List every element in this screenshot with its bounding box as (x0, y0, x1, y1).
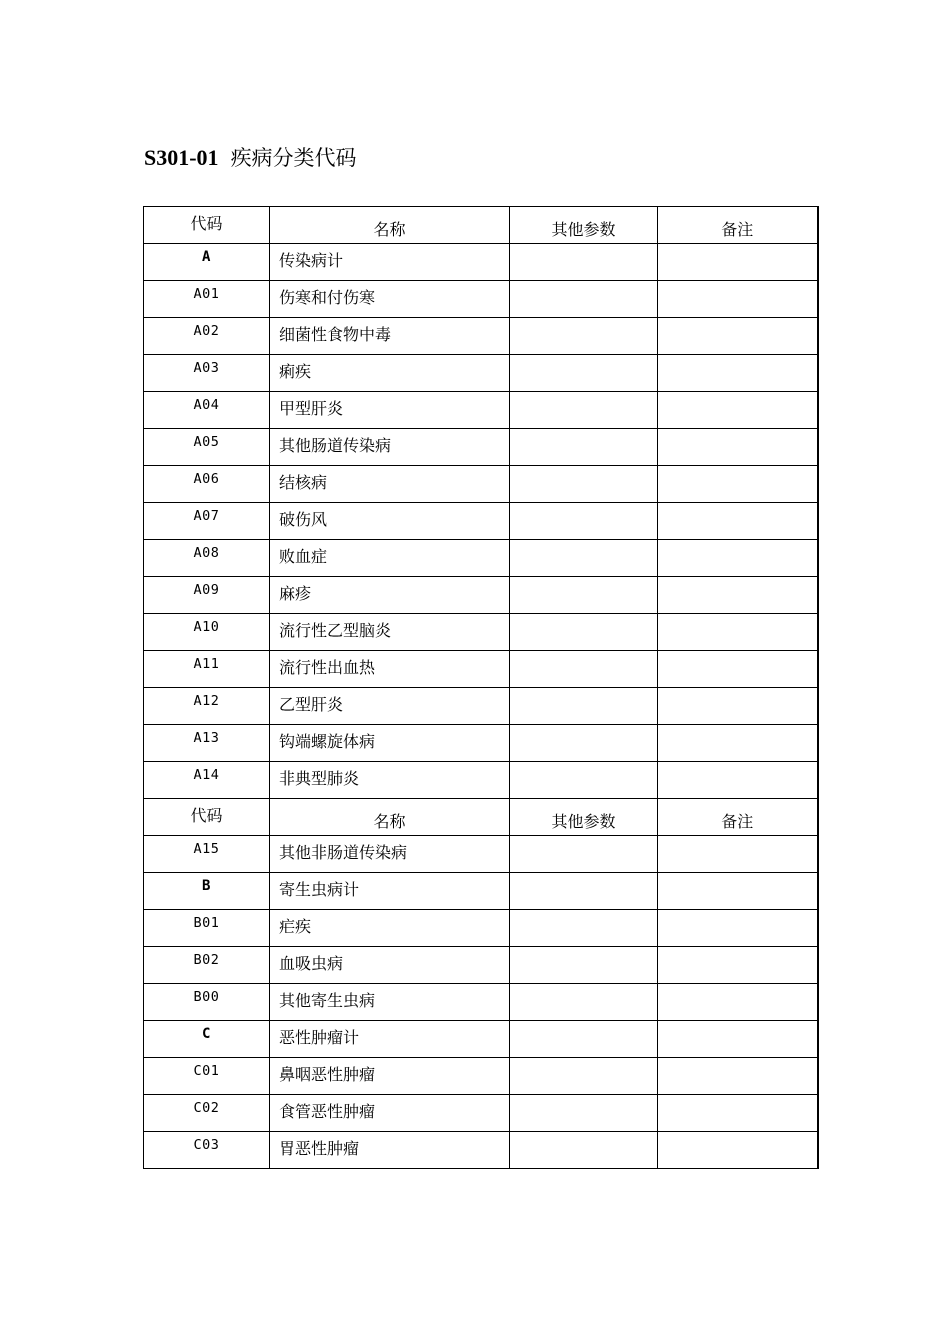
name-text: 伤寒和付伤寒 (279, 288, 376, 307)
table-row (144, 651, 818, 688)
cell-name (270, 1132, 510, 1169)
cell-other (510, 392, 658, 429)
cell-note (658, 281, 818, 318)
cell-note (658, 540, 818, 577)
cell-other (510, 503, 658, 540)
table-row (144, 762, 818, 799)
cell-note (658, 799, 818, 836)
name-text: 胃恶性肿瘤 (279, 1139, 360, 1158)
cell-name (270, 873, 510, 910)
header-code: 代码 (190, 214, 223, 233)
table-row (144, 281, 818, 318)
table-group-row (144, 873, 818, 910)
table-group-row (144, 244, 818, 281)
name-text: 乙型肝炎 (279, 695, 344, 714)
name-text: 血吸虫病 (279, 954, 344, 973)
code-text: A07 (193, 508, 220, 524)
header-other: 其他参数 (551, 220, 616, 239)
name-text: 流行性乙型脑炎 (279, 621, 392, 640)
cell-note (658, 577, 818, 614)
table-row (144, 1058, 818, 1095)
title-name: 疾病分类代码 (230, 146, 357, 170)
name-text: 痢疾 (279, 362, 312, 381)
cell-other (510, 1058, 658, 1095)
name-text: 疟疾 (279, 917, 312, 936)
cell-other (510, 688, 658, 725)
disease-code-table (143, 206, 819, 1169)
cell-code (144, 762, 270, 799)
name-text: 鼻咽恶性肿瘤 (279, 1065, 376, 1084)
cell-code (144, 799, 270, 836)
table-row (144, 318, 818, 355)
table-row (144, 1132, 818, 1169)
cell-note (658, 392, 818, 429)
table-row (144, 688, 818, 725)
table-row (144, 577, 818, 614)
code-text: A14 (193, 767, 220, 783)
table-row (144, 947, 818, 984)
name-text: 恶性肿瘤计 (279, 1028, 360, 1047)
cell-name (270, 688, 510, 725)
table-row (144, 355, 818, 392)
header-other: 其他参数 (551, 812, 616, 831)
cell-other (510, 947, 658, 984)
code-text: A06 (193, 471, 220, 487)
cell-name (270, 1021, 510, 1058)
cell-code (144, 1095, 270, 1132)
cell-other (510, 910, 658, 947)
cell-name (270, 725, 510, 762)
name-text: 流行性出血热 (279, 658, 376, 677)
cell-name (270, 281, 510, 318)
cell-name (270, 799, 510, 836)
code-text: C (202, 1026, 211, 1042)
cell-code (144, 688, 270, 725)
cell-other (510, 799, 658, 836)
name-text: 麻疹 (279, 584, 312, 603)
name-text: 非典型肺炎 (279, 769, 360, 788)
cell-other (510, 1021, 658, 1058)
code-text: C03 (193, 1137, 220, 1153)
name-text: 结核病 (279, 473, 328, 492)
header-note: 备注 (721, 220, 754, 239)
cell-code (144, 540, 270, 577)
code-text: A15 (193, 841, 220, 857)
table-row (144, 1095, 818, 1132)
code-text: B (202, 878, 211, 894)
cell-note (658, 244, 818, 281)
cell-name (270, 984, 510, 1021)
name-text: 寄生虫病计 (279, 880, 360, 899)
cell-name (270, 503, 510, 540)
code-text: A04 (193, 397, 220, 413)
code-text: C01 (193, 1063, 220, 1079)
cell-name (270, 540, 510, 577)
cell-code (144, 1021, 270, 1058)
cell-name (270, 577, 510, 614)
code-text: A08 (193, 545, 220, 561)
table-group-row (144, 1021, 818, 1058)
cell-code (144, 281, 270, 318)
table-row (144, 614, 818, 651)
cell-other (510, 873, 658, 910)
name-text: 钩端螺旋体病 (279, 732, 376, 751)
cell-other (510, 762, 658, 799)
cell-name (270, 614, 510, 651)
cell-note (658, 207, 818, 244)
cell-name (270, 762, 510, 799)
name-text: 其他寄生虫病 (279, 991, 376, 1010)
cell-name (270, 429, 510, 466)
cell-other (510, 429, 658, 466)
cell-name (270, 1095, 510, 1132)
header-code: 代码 (190, 806, 223, 825)
cell-other (510, 725, 658, 762)
cell-note (658, 1058, 818, 1095)
cell-code (144, 577, 270, 614)
cell-other (510, 540, 658, 577)
name-text: 其他非肠道传染病 (279, 843, 408, 862)
name-text: 传染病计 (279, 251, 344, 270)
header-name: 名称 (373, 220, 406, 239)
cell-note (658, 1021, 818, 1058)
cell-code (144, 355, 270, 392)
cell-note (658, 651, 818, 688)
table-row (144, 910, 818, 947)
cell-name (270, 355, 510, 392)
cell-other (510, 281, 658, 318)
cell-code (144, 207, 270, 244)
cell-name (270, 244, 510, 281)
cell-note (658, 355, 818, 392)
cell-code (144, 318, 270, 355)
cell-name (270, 318, 510, 355)
name-text: 细菌性食物中毒 (279, 325, 392, 344)
cell-code (144, 614, 270, 651)
code-text: B01 (193, 915, 220, 931)
name-text: 败血症 (279, 547, 328, 566)
table-header-row (144, 799, 818, 836)
table-row (144, 984, 818, 1021)
name-text: 破伤风 (279, 510, 328, 529)
code-text: C02 (193, 1100, 220, 1116)
name-text: 其他肠道传染病 (279, 436, 392, 455)
table-row (144, 503, 818, 540)
cell-code (144, 651, 270, 688)
cell-note (658, 503, 818, 540)
code-text: A12 (193, 693, 220, 709)
cell-other (510, 318, 658, 355)
table-row (144, 392, 818, 429)
cell-note (658, 762, 818, 799)
cell-other (510, 355, 658, 392)
header-name: 名称 (373, 812, 406, 831)
code-text: B00 (193, 989, 220, 1005)
cell-note (658, 466, 818, 503)
cell-code (144, 429, 270, 466)
cell-code (144, 1132, 270, 1169)
cell-note (658, 725, 818, 762)
cell-note (658, 1132, 818, 1169)
cell-other (510, 244, 658, 281)
code-text: A11 (193, 656, 220, 672)
cell-note (658, 429, 818, 466)
code-text: B02 (193, 952, 220, 968)
code-text: A03 (193, 360, 220, 376)
cell-name (270, 1058, 510, 1095)
cell-name (270, 836, 510, 873)
cell-note (658, 836, 818, 873)
cell-note (658, 910, 818, 947)
code-text: A13 (193, 730, 220, 746)
cell-other (510, 651, 658, 688)
table-row (144, 725, 818, 762)
code-text: A05 (193, 434, 220, 450)
page-title (144, 143, 357, 173)
cell-name (270, 651, 510, 688)
cell-name (270, 910, 510, 947)
cell-other (510, 466, 658, 503)
header-note: 备注 (721, 812, 754, 831)
cell-code (144, 392, 270, 429)
cell-other (510, 984, 658, 1021)
table-row (144, 466, 818, 503)
name-text: 甲型肝炎 (279, 399, 344, 418)
cell-code (144, 910, 270, 947)
cell-other (510, 614, 658, 651)
cell-name (270, 947, 510, 984)
cell-other (510, 1132, 658, 1169)
cell-code (144, 836, 270, 873)
code-text: A10 (193, 619, 220, 635)
table-row (144, 429, 818, 466)
cell-code (144, 984, 270, 1021)
cell-code (144, 244, 270, 281)
title-code: S301-01 (144, 145, 219, 170)
cell-other (510, 1095, 658, 1132)
table-row (144, 836, 818, 873)
cell-name (270, 392, 510, 429)
name-text: 食管恶性肿瘤 (279, 1102, 376, 1121)
cell-code (144, 1058, 270, 1095)
cell-note (658, 947, 818, 984)
cell-name (270, 207, 510, 244)
cell-other (510, 577, 658, 614)
cell-code (144, 947, 270, 984)
cell-note (658, 1095, 818, 1132)
table-row (144, 540, 818, 577)
cell-code (144, 503, 270, 540)
cell-code (144, 466, 270, 503)
table-header-row (144, 207, 818, 244)
cell-code (144, 725, 270, 762)
cell-other (510, 836, 658, 873)
cell-note (658, 318, 818, 355)
cell-name (270, 466, 510, 503)
cell-note (658, 873, 818, 910)
cell-code (144, 873, 270, 910)
cell-note (658, 984, 818, 1021)
code-text: A (202, 249, 211, 265)
cell-note (658, 688, 818, 725)
cell-other (510, 207, 658, 244)
code-text: A02 (193, 323, 220, 339)
cell-note (658, 614, 818, 651)
code-text: A01 (193, 286, 220, 302)
code-text: A09 (193, 582, 220, 598)
